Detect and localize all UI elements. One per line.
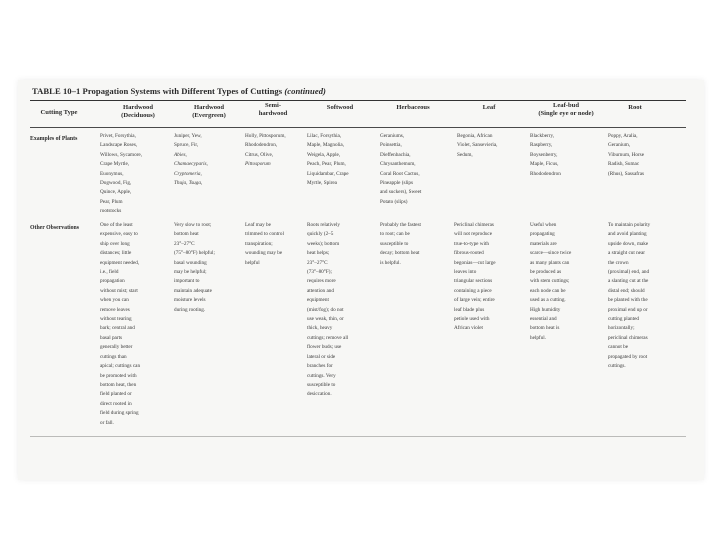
row-label-observations: Other Observations bbox=[30, 225, 80, 231]
cell-line: susceptible to bbox=[307, 381, 336, 388]
cell-line: Probably the fastest bbox=[380, 222, 421, 228]
cell-examples-softwood bbox=[307, 132, 349, 188]
cell-line: Lilac, Forsythia, bbox=[307, 133, 342, 139]
cell-line: and avoid planting bbox=[608, 231, 647, 238]
scanned-table-page bbox=[18, 80, 704, 480]
cell-line: bark; central and bbox=[100, 325, 135, 332]
cell-line: true-to-type with bbox=[454, 240, 490, 247]
cell-line: Crape Myrtle, bbox=[100, 161, 130, 168]
cell-line: leaves into bbox=[454, 269, 477, 276]
cell-line: each node can be bbox=[530, 287, 566, 294]
cell-line: Leaf may be bbox=[245, 222, 271, 228]
cell-line: Geraniums, bbox=[380, 133, 405, 139]
column-header-hardwood-evergreen bbox=[174, 104, 244, 120]
cell-line: flower buds; use bbox=[307, 344, 342, 351]
cell-line: (Rhus), Sassafras bbox=[608, 170, 645, 177]
column-header-line2: Root bbox=[628, 104, 642, 111]
cell-line: Violet, Sansevieria, bbox=[457, 142, 498, 149]
cell-examples-root bbox=[608, 132, 644, 179]
cell-line: basal parts bbox=[100, 334, 123, 341]
cell-line: Blackberry, bbox=[530, 133, 555, 139]
cell-line: when you can bbox=[100, 297, 129, 304]
cell-line: remove leaves bbox=[100, 306, 130, 313]
cell-line: i.e., field bbox=[100, 269, 119, 276]
cell-line: branches for bbox=[307, 363, 333, 370]
cell-line: field during spring bbox=[100, 410, 139, 417]
cell-line: as many plants can bbox=[530, 259, 570, 266]
cell-line: important to bbox=[174, 278, 200, 285]
cell-line: Boysenberry, bbox=[530, 151, 558, 158]
cell-line: use weak, thin, or bbox=[307, 316, 344, 323]
cell-line: Myrtle, Spirea bbox=[307, 180, 337, 187]
header-top-rule bbox=[30, 100, 686, 101]
cell-line: and suckers), Sweet bbox=[380, 189, 422, 196]
cell-line: To maintain polarity bbox=[608, 222, 651, 228]
cell-line: or fall. bbox=[100, 419, 114, 426]
cell-line: 23°–27°C bbox=[307, 259, 328, 266]
header-bottom-rule bbox=[30, 127, 686, 128]
column-header-line1: Semi- bbox=[264, 102, 282, 109]
column-header-line2: (Evergreen) bbox=[192, 112, 226, 119]
column-header-root bbox=[608, 104, 662, 112]
cell-line: Peach, Pear, Plum, bbox=[307, 161, 346, 168]
cell-line: leaf blade plus bbox=[454, 306, 485, 313]
cell-line: proximal end up or bbox=[608, 306, 648, 313]
column-header-cutting-type bbox=[28, 104, 90, 117]
cell-line: basal wounding bbox=[174, 259, 207, 266]
cell-line: (proximal) end, and bbox=[608, 269, 650, 276]
cell-line: the crown bbox=[608, 259, 629, 266]
cell-line: apical; cuttings can bbox=[100, 363, 141, 370]
cell-examples-hardwood-deciduous bbox=[100, 132, 142, 217]
cell-examples-leaf bbox=[457, 132, 497, 160]
cell-observations-root bbox=[608, 221, 650, 372]
table-caption-continued: (continued) bbox=[284, 86, 326, 96]
cell-examples-hardwood-evergreen bbox=[174, 132, 208, 188]
table-caption bbox=[32, 86, 326, 96]
cell-line: generally better bbox=[100, 344, 133, 351]
cell-line: (75°–80°F) helpful; bbox=[174, 250, 215, 257]
column-header-line2: Softwood bbox=[326, 104, 354, 111]
cell-observations-herbaceous bbox=[380, 221, 421, 268]
cell-line: used as a cutting. bbox=[530, 297, 566, 304]
cell-line: Useful when bbox=[530, 222, 557, 228]
cell-line: bottom heat bbox=[174, 231, 199, 238]
cell-line: decay; bottom heat bbox=[380, 250, 420, 257]
cell-line: Juniper, Yew, bbox=[174, 133, 202, 139]
cell-line: Poppy, Aralia, bbox=[608, 133, 638, 139]
cell-line: during rooting. bbox=[174, 306, 206, 313]
cell-line: Raspberry, bbox=[530, 142, 553, 149]
cell-line: susceptible to bbox=[380, 240, 409, 247]
cell-line: attention and bbox=[307, 287, 334, 294]
cell-line: quickly (2–5 bbox=[307, 231, 334, 238]
cell-line: rootstocks bbox=[100, 208, 122, 215]
cell-line: High humidity bbox=[530, 306, 561, 313]
cell-line: upside down, make bbox=[608, 240, 649, 247]
cell-line: be promoted with bbox=[100, 372, 137, 379]
cell-line: petiole used with bbox=[454, 316, 490, 323]
cell-line: Dogwood, Fig, bbox=[100, 180, 132, 187]
column-header-line2: Leaf bbox=[482, 104, 496, 111]
cell-line: without mist; start bbox=[100, 287, 138, 294]
cell-line: thick, heavy bbox=[307, 325, 333, 332]
cell-line: materials are bbox=[530, 240, 557, 247]
cell-line: Maple, Ficus, bbox=[530, 161, 559, 168]
cell-line: Rhododendron, bbox=[245, 142, 278, 149]
cell-line: Coral Root Cactus, bbox=[380, 170, 420, 177]
cell-line: bottom heat, then bbox=[100, 381, 137, 388]
cell-line: Rhododendron bbox=[530, 170, 561, 177]
cell-line: weeks); bottom bbox=[307, 240, 340, 247]
cell-line: requires more bbox=[307, 278, 336, 285]
cell-line: desiccation. bbox=[307, 391, 332, 398]
column-header-line2: hardwood bbox=[258, 110, 288, 117]
cell-line: Radish, Sumac bbox=[608, 161, 640, 168]
cell-line: Begonia, African bbox=[457, 133, 493, 139]
cell-line: Euonymus, bbox=[100, 170, 124, 177]
cell-line: of large vein; entire bbox=[454, 297, 495, 304]
cell-line: fibrous-rooted bbox=[454, 250, 484, 257]
column-header-herbaceous bbox=[378, 104, 448, 112]
cell-line: Potato (slips) bbox=[380, 198, 408, 205]
cell-line: Chamaecyparis, bbox=[174, 161, 208, 168]
cell-line: begonias—cut large bbox=[454, 259, 496, 266]
cell-line: to root; can be bbox=[380, 231, 410, 238]
cell-line: African violet bbox=[454, 325, 483, 332]
cell-observations-softwood bbox=[307, 221, 348, 400]
cell-line: horizontally; bbox=[608, 325, 635, 332]
cell-line: Chrysanthemum, bbox=[380, 161, 416, 168]
cell-line: cuttings. bbox=[608, 363, 626, 370]
cell-line: distal end; should bbox=[608, 287, 645, 294]
cell-line: be produced as bbox=[530, 269, 562, 276]
cell-line: be planted with the bbox=[608, 297, 648, 304]
cell-line: cutting planted bbox=[608, 316, 639, 323]
cell-line: triangular sections bbox=[454, 278, 493, 285]
cell-line: 23°–27°C bbox=[174, 240, 195, 247]
cell-line: maintain adequate bbox=[174, 287, 212, 294]
cell-line: distances; little bbox=[100, 250, 132, 257]
cell-line: essential and bbox=[530, 316, 557, 323]
cell-line: moisture levels bbox=[174, 297, 206, 304]
cell-line: Pineapple (slips bbox=[380, 180, 413, 187]
cell-line: a slanting cut at the bbox=[608, 278, 649, 285]
cell-observations-hardwood-evergreen bbox=[174, 221, 215, 315]
cell-examples-herbaceous bbox=[380, 132, 421, 207]
column-header-line1: Leaf-bud bbox=[552, 102, 579, 109]
cell-line: Pittosporum bbox=[245, 161, 271, 168]
cell-line: equipment needed, bbox=[100, 259, 140, 266]
cell-line: without tearing bbox=[100, 316, 132, 323]
column-header-semi-hardwood bbox=[243, 102, 303, 118]
cell-line: transpiration; bbox=[245, 240, 273, 247]
cell-line: Quince, Apple, bbox=[100, 189, 132, 196]
cell-line: Viburnum, Horse bbox=[608, 151, 644, 158]
cell-line: Citrus, Olive, bbox=[245, 151, 274, 158]
cell-line: direct rooted in bbox=[100, 400, 132, 407]
cell-line: ship over long bbox=[100, 240, 130, 247]
cell-line: heat helps; bbox=[307, 250, 330, 257]
cell-line: Very slow to root; bbox=[174, 222, 212, 228]
cell-line: helpful. bbox=[530, 334, 546, 341]
cell-line: Geranium, bbox=[608, 142, 631, 149]
cell-line: Roots relatively bbox=[307, 222, 340, 228]
column-header-line1: Hardwood bbox=[122, 104, 154, 111]
cell-line: cuttings than bbox=[100, 353, 127, 360]
cell-line: Maple, Magnolia, bbox=[307, 142, 345, 149]
cell-line: (73°–80°F); bbox=[307, 269, 332, 276]
cell-line: Landscape Roses, bbox=[100, 142, 138, 149]
column-header-line2: Herbaceous bbox=[396, 104, 430, 111]
cell-line: Liquidambar, Crape bbox=[307, 170, 349, 177]
cell-line: expensive, easy to bbox=[100, 231, 138, 238]
column-header-line2: (Single eye or node) bbox=[538, 110, 594, 117]
row-label-examples: Examples of Plants bbox=[30, 136, 78, 142]
cell-line: (mist/fog); do not bbox=[307, 306, 344, 313]
cell-line: is helpful. bbox=[380, 259, 401, 266]
cell-line: One of the least bbox=[100, 222, 133, 228]
table-caption-title: TABLE 10–1 Propagation Systems with Different Types of Cuttings bbox=[32, 86, 283, 96]
cell-line: propagating bbox=[530, 231, 555, 238]
cell-line: bottom heat is bbox=[530, 325, 560, 332]
cell-examples-semi-hardwood bbox=[245, 132, 286, 170]
column-header-leaf-bud bbox=[524, 102, 608, 118]
cell-line: propagated by root bbox=[608, 353, 648, 360]
cell-line: cuttings. Very bbox=[307, 372, 336, 379]
column-header-softwood bbox=[305, 104, 375, 112]
cell-line: periclinal chimeras bbox=[608, 334, 648, 341]
cell-line: trimmed to control bbox=[245, 231, 284, 238]
cell-line: Privet, Forsythia, bbox=[100, 133, 136, 139]
column-header-line1: Hardwood bbox=[193, 104, 225, 111]
column-header-line2: Cutting Type bbox=[40, 109, 78, 116]
cell-line: Poinsettia, bbox=[380, 142, 402, 149]
cell-line: Weigela, Apple, bbox=[307, 151, 341, 158]
column-header-leaf bbox=[454, 104, 524, 112]
cell-line: lateral or side bbox=[307, 353, 336, 360]
cell-line: Pear, Plum bbox=[100, 198, 123, 205]
cell-line: propagation bbox=[100, 278, 125, 285]
cell-line: equipment bbox=[307, 297, 329, 304]
cell-line: a straight cut near bbox=[608, 250, 646, 257]
cell-line: Abies, bbox=[174, 151, 187, 158]
column-header-hardwood-deciduous bbox=[102, 104, 174, 120]
cell-examples-leaf-bud bbox=[530, 132, 561, 179]
cell-line: Dieffenbachia, bbox=[380, 151, 411, 158]
cell-line: field planted or bbox=[100, 391, 132, 398]
cell-observations-leaf bbox=[454, 221, 496, 334]
cell-line: helpful bbox=[245, 259, 260, 266]
cell-line: Spruce, Fir, bbox=[174, 142, 199, 149]
cell-line: Holly, Pittosporum, bbox=[245, 133, 286, 139]
cell-line: will not reproduce bbox=[454, 231, 493, 238]
cell-line: Sedum, bbox=[457, 151, 473, 158]
cell-line: cuttings; remove all bbox=[307, 334, 349, 341]
cell-observations-leaf-bud bbox=[530, 221, 571, 343]
table-bottom-rule bbox=[30, 436, 686, 437]
cell-line: containing a piece bbox=[454, 287, 492, 294]
cell-line: Willows, Sycamore, bbox=[100, 151, 143, 158]
cell-line: with stem cuttings; bbox=[530, 278, 570, 285]
cell-line: wounding may be bbox=[245, 250, 283, 257]
cell-observations-hardwood-deciduous bbox=[100, 221, 140, 428]
column-header-line2: (Deciduous) bbox=[121, 112, 155, 119]
cell-line: may be helpful; bbox=[174, 269, 207, 276]
cell-line: scarce—since twice bbox=[530, 250, 572, 257]
cell-line: Cryptomeria, bbox=[174, 170, 202, 177]
cell-line: cannot be bbox=[608, 344, 629, 351]
cell-line: Periclinal chimeras bbox=[454, 222, 494, 228]
cell-line: Thuja, Tsuga, bbox=[174, 180, 203, 187]
cell-observations-semi-hardwood bbox=[245, 221, 284, 268]
